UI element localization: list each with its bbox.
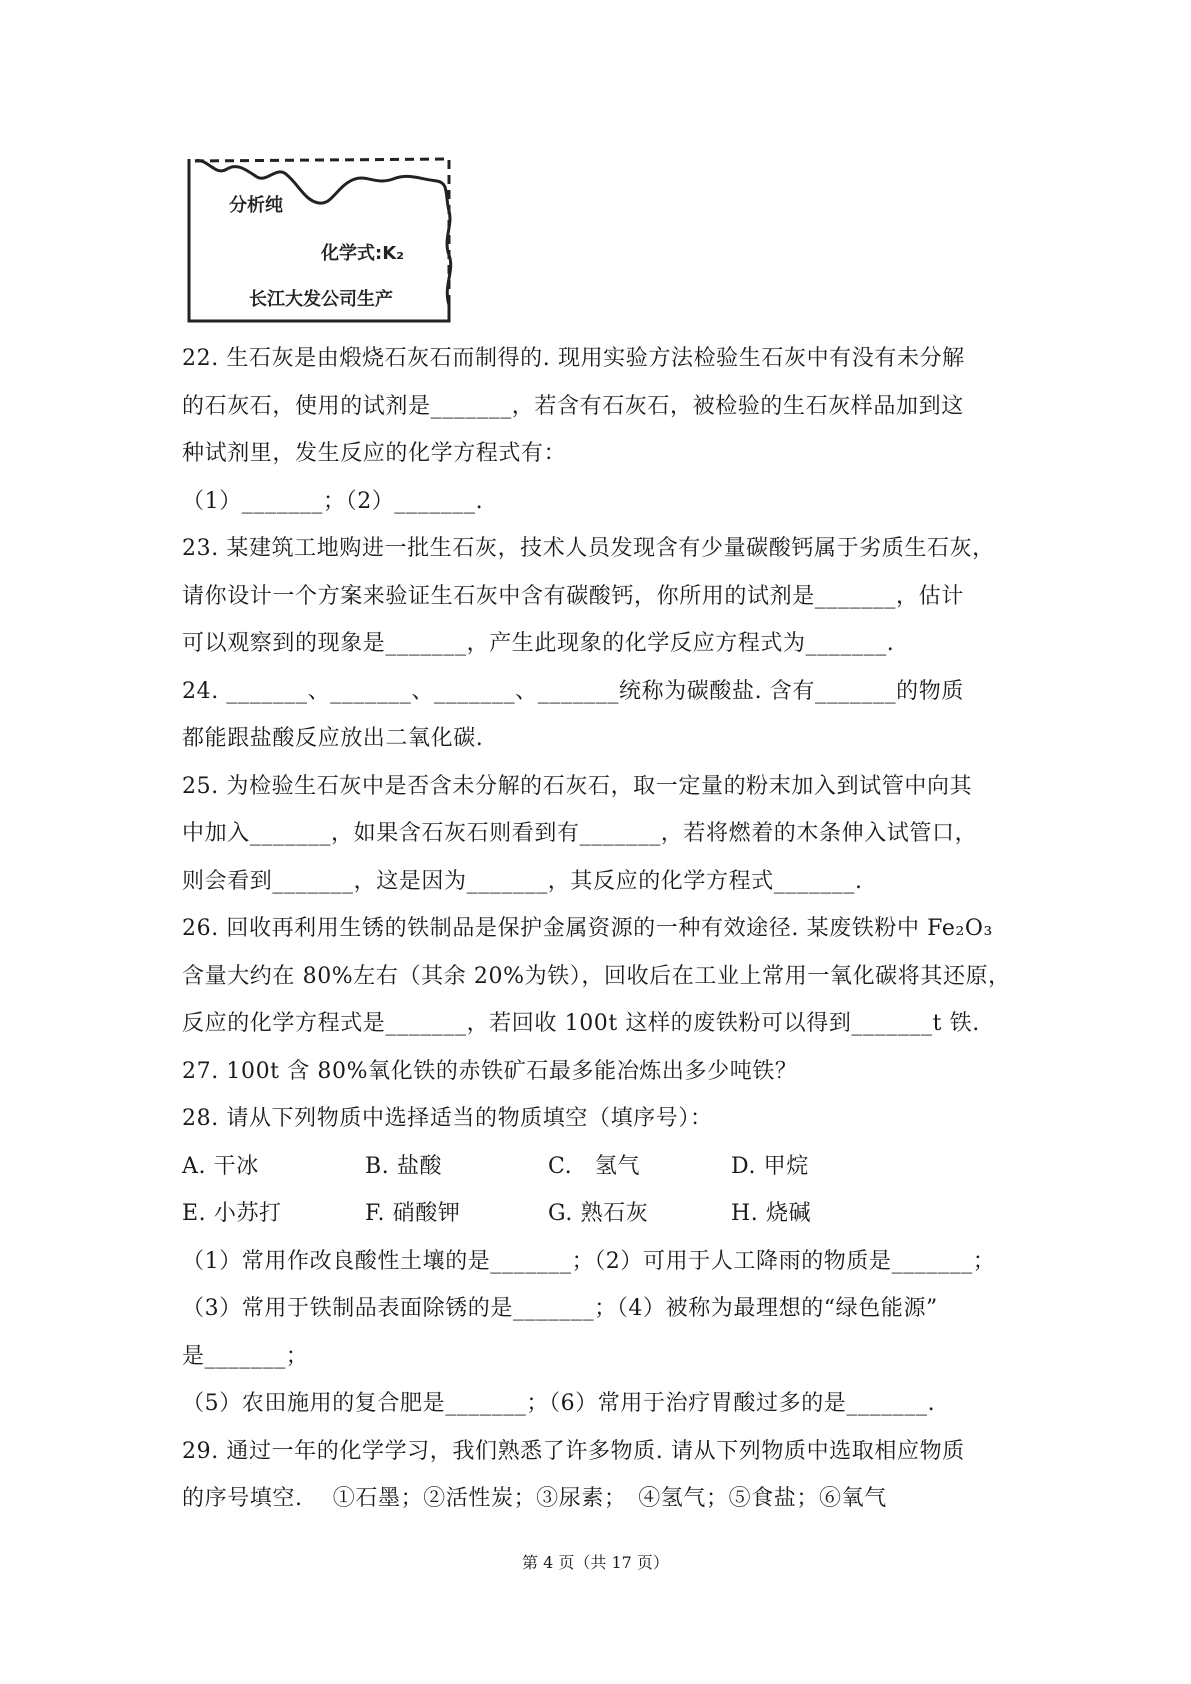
option-g: G. 熟石灰 xyxy=(548,1201,649,1226)
text-line: 则会看到_______，这是因为_______，其反应的化学方程式_______. xyxy=(182,868,863,894)
text-line: 23. 某建筑工地购进一批生石灰，技术人员发现含有少量碳酸钙属于劣质生石灰， xyxy=(182,536,995,561)
text-line: 中加入_______，如果含石灰石则看到有_______，若将燃着的木条伸入试管口， xyxy=(182,821,978,846)
label-text-grade: 分析纯 xyxy=(229,195,283,216)
options-row xyxy=(182,1143,1022,1191)
text-line: 都能跟盐酸反应放出二氧化碳. xyxy=(182,726,484,751)
option-b: B. 盐酸 xyxy=(365,1153,443,1179)
option-f: F. 硝酸钾 xyxy=(365,1201,461,1226)
text-line: 的序号填空. ①石墨；②活性炭；③尿素； ④氢气；⑤食盐；⑥氧气 xyxy=(182,1486,887,1511)
page-number: 第 4 页（共 17 页） xyxy=(522,1553,669,1572)
text-line: 的石灰石，使用的试剂是_______，若含有石灰石，被检验的生石灰样品加到这 xyxy=(182,393,964,419)
text-line: （3）常用于铁制品表面除锈的是_______；（4）被称为最理想的“绿色能源” xyxy=(182,1296,938,1321)
text-line: 可以观察到的现象是_______，产生此现象的化学反应方程式为_______. xyxy=(182,631,895,656)
text-line: 反应的化学方程式是_______，若回收 100t 这样的废铁粉可以得到_______t 铁. xyxy=(182,1011,980,1036)
option-h: H. 烧碱 xyxy=(731,1201,812,1226)
option-c: C. 氢气 xyxy=(548,1153,641,1179)
option-d: D. 甲烷 xyxy=(731,1153,809,1179)
text-line: 请你设计一个方案来验证生石灰中含有碳酸钙，你所用的试剂是_______，估计 xyxy=(182,583,964,609)
label-text-manufacturer: 长江大发公司生产 xyxy=(249,289,393,310)
reagent-label-image xyxy=(187,155,461,323)
text-line: （1）常用作改良酸性土壤的是_______；（2）可用于人工降雨的物质是_______； xyxy=(182,1248,996,1274)
label-text-formula: 化学式:K₂ xyxy=(321,243,405,264)
text-line: 25. 为检验生石灰中是否含未分解的石灰石，取一定量的粉末加入到试管中向其 xyxy=(182,773,973,799)
text-line: 28. 请从下列物质中选择适当的物质填空（填序号）： xyxy=(182,1106,713,1131)
text-line: （1）_______；（2）_______. xyxy=(182,488,484,514)
option-a: A. 干冰 xyxy=(182,1153,259,1179)
text-line: 24. _______、_______、_______、_______统称为碳酸盐. 含有_______的物质 xyxy=(182,678,964,704)
text-line: 29. 通过一年的化学学习，我们熟悉了许多物质. 请从下列物质中选取相应物质 xyxy=(182,1438,965,1464)
options-row xyxy=(182,1190,1022,1238)
option-e: E. 小苏打 xyxy=(182,1201,282,1226)
text-line: 含量大约在 80%左右（其余 20%为铁），回收后在工业上常用一氧化碳将其还原， xyxy=(182,963,1011,989)
text-line: （5）农田施用的复合肥是_______；（6）常用于治疗胃酸过多的是_______. xyxy=(182,1391,936,1416)
text-line: 22. 生石灰是由煅烧石灰石而制得的. 现用实验方法检验生石灰中有没有未分解 xyxy=(182,346,965,371)
text-line: 27. 100t 含 80%氧化铁的赤铁矿石最多能冶炼出多少吨铁？ xyxy=(182,1058,798,1084)
text-line: 是_______； xyxy=(182,1343,309,1369)
question-text xyxy=(182,335,1022,1523)
text-line: 26. 回收再利用生锈的铁制品是保护金属资源的一种有效途径. 某废铁粉中 Fe₂O₃ xyxy=(182,916,993,941)
text-line: 种试剂里，发生反应的化学方程式有： xyxy=(182,441,567,466)
